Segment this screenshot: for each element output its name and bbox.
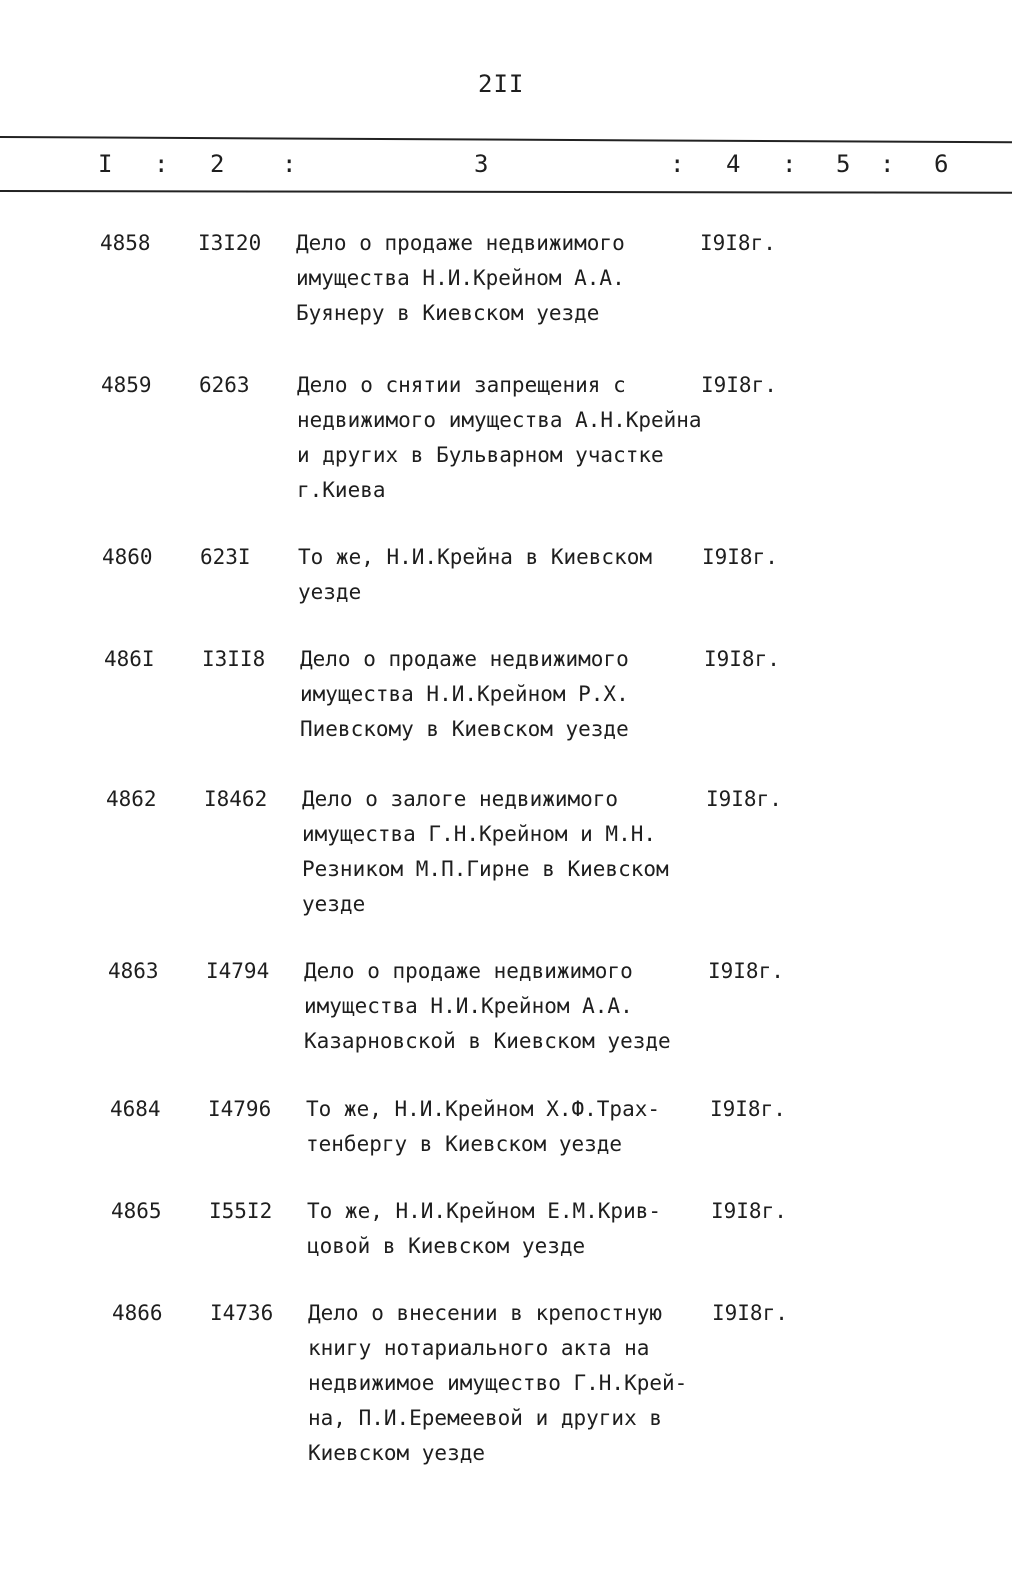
row-number: 486I	[104, 647, 155, 671]
column-header-1: I	[98, 150, 113, 178]
description-line: имущества Н.И.Крейном А.А.	[296, 266, 625, 290]
row-code: I4736	[210, 1301, 274, 1325]
description-line: Дело о продаже недвижимого	[296, 231, 625, 255]
description-line: и других в Бульварном участке	[297, 443, 664, 467]
row-number: 4859	[101, 373, 152, 397]
row-description	[306, 1092, 716, 1162]
description-line: имущества Н.И.Крейном Р.Х.	[300, 682, 629, 706]
description-line: Дело о продаже недвижимого	[304, 959, 633, 983]
row-code: I3II8	[202, 647, 266, 671]
row-number: 4862	[106, 787, 157, 811]
row-year: I9I8г.	[704, 647, 780, 671]
row-description	[307, 1194, 717, 1264]
description-line: Пиевскому в Киевском уезде	[300, 717, 629, 741]
column-separator: :	[782, 150, 797, 178]
header-bottom-rule	[0, 190, 1012, 194]
description-line: недвижимое имущество Г.Н.Крей-	[308, 1371, 688, 1395]
description-line: имущества Н.И.Крейном А.А.	[304, 994, 633, 1018]
row-code: I8462	[204, 787, 268, 811]
row-code: I4794	[206, 959, 270, 983]
description-line: книгу нотариального акта на	[308, 1336, 650, 1360]
description-line: Дело о снятии запрещения с	[297, 373, 626, 397]
description-line: Дело о внесении в крепостную	[308, 1301, 663, 1325]
row-year: I9I8г.	[712, 1301, 788, 1325]
column-header-5: 5	[836, 150, 851, 178]
description-line: г.Киева	[297, 478, 386, 502]
description-line: То же, Н.И.Крейном Х.Ф.Трах-	[306, 1097, 661, 1121]
description-line: уезде	[298, 580, 362, 604]
column-separator: :	[670, 150, 685, 178]
row-description	[304, 954, 714, 1059]
description-line: тенбергу в Киевском уезде	[306, 1132, 623, 1156]
column-header-3: 3	[474, 150, 489, 178]
row-code: I55I2	[209, 1199, 273, 1223]
description-line: на, П.И.Еремеевой и других в	[308, 1406, 663, 1430]
column-header-2: 2	[210, 150, 225, 178]
description-line: Буянеру в Киевском уезде	[296, 301, 600, 325]
row-year: I9I8г.	[702, 545, 778, 569]
description-line: недвижимого имущества А.Н.Крейна	[297, 408, 702, 432]
column-header-6: 6	[934, 150, 949, 178]
column-separator: :	[154, 150, 169, 178]
row-year: I9I8г.	[710, 1097, 786, 1121]
description-line: Резником М.П.Гирне в Киевском	[302, 857, 669, 881]
description-line: цовой в Киевском уезде	[307, 1234, 586, 1258]
row-number: 4863	[108, 959, 159, 983]
row-description	[298, 540, 708, 610]
row-year: I9I8г.	[711, 1199, 787, 1223]
page-number: 2II	[478, 70, 525, 98]
row-description	[308, 1296, 718, 1471]
description-line: уезде	[302, 892, 366, 916]
column-separator: :	[880, 150, 895, 178]
row-description	[296, 226, 706, 331]
description-line: Киевском уезде	[308, 1441, 486, 1465]
description-line: То же, Н.И.Крейна в Киевском	[298, 545, 653, 569]
description-line: Дело о залоге недвижимого	[302, 787, 619, 811]
description-line: Дело о продаже недвижимого	[300, 647, 629, 671]
row-code: I3I20	[198, 231, 262, 255]
header-top-rule	[0, 136, 1012, 143]
row-number: 4684	[110, 1097, 161, 1121]
description-line: имущества Г.Н.Крейном и М.Н.	[302, 822, 657, 846]
row-year: I9I8г.	[700, 231, 776, 255]
row-number: 4866	[112, 1301, 163, 1325]
row-year: I9I8г.	[701, 373, 777, 397]
row-number: 4860	[102, 545, 153, 569]
row-year: I9I8г.	[706, 787, 782, 811]
row-number: 4858	[100, 231, 151, 255]
row-year: I9I8г.	[708, 959, 784, 983]
row-number: 4865	[111, 1199, 162, 1223]
description-line: Казарновской в Киевском уезде	[304, 1029, 671, 1053]
row-description	[302, 782, 712, 922]
row-code: 623I	[200, 545, 251, 569]
row-description	[300, 642, 710, 747]
column-header-4: 4	[726, 150, 741, 178]
column-separator: :	[282, 150, 297, 178]
row-description	[297, 368, 707, 508]
row-code: I4796	[208, 1097, 272, 1121]
description-line: То же, Н.И.Крейном Е.М.Крив-	[307, 1199, 662, 1223]
row-code: 6263	[199, 373, 250, 397]
